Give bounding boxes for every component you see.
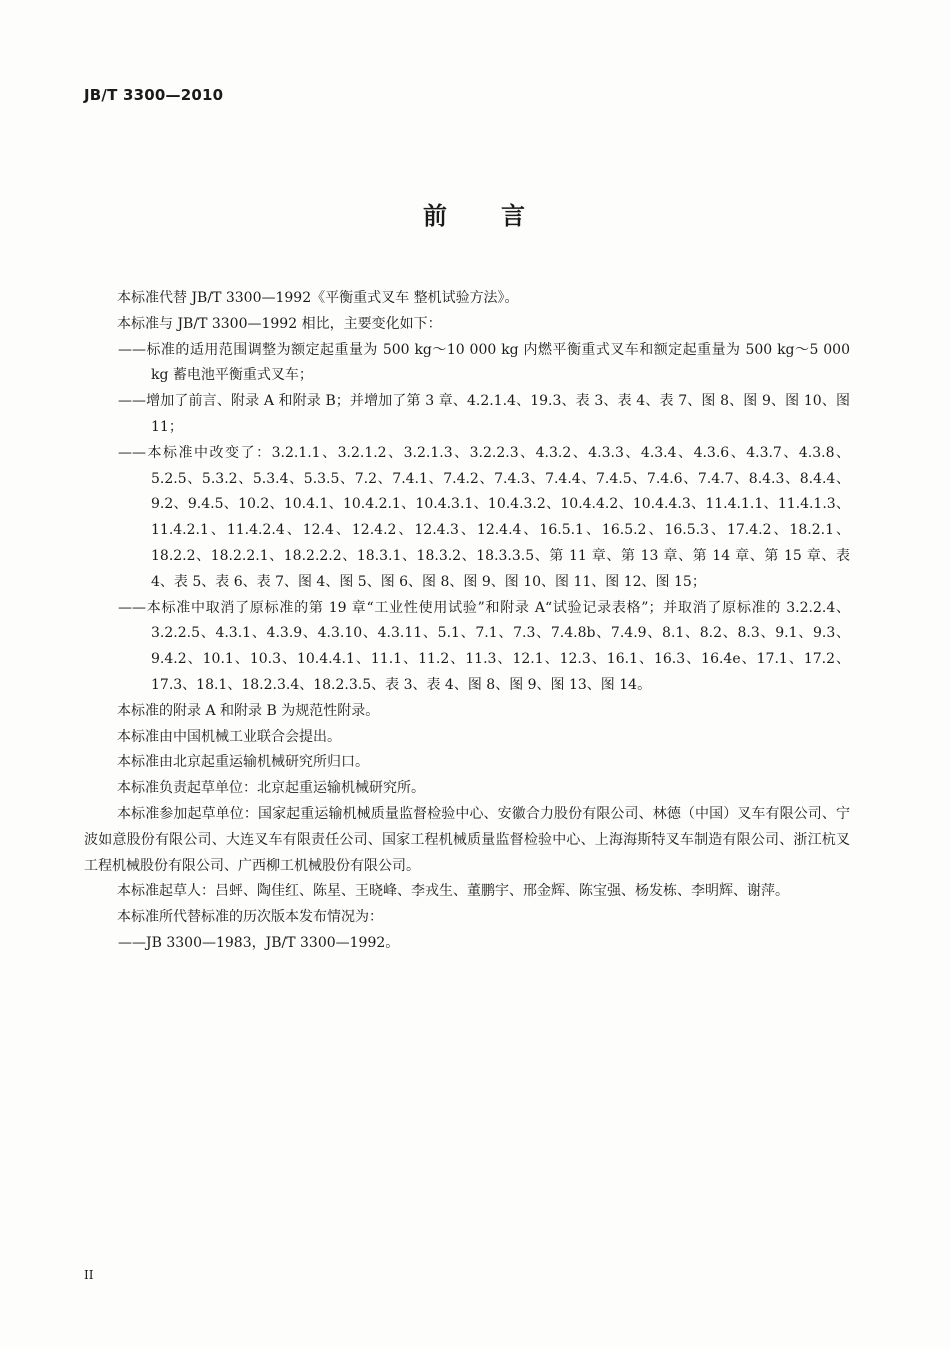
foreword-body (84, 286, 850, 957)
title-part-1: 前 (423, 202, 449, 230)
paragraph-under-jurisdiction: 本标准由北京起重运输机械研究所归口。 (117, 754, 369, 771)
standard-code: JB/T 3300—2010 (84, 86, 224, 104)
list-item-scope: ——标准的适用范围调整为额定起重量为 500 kg～10 000 kg 内燃平衡重式叉车和额定起重量为 500 kg～5 000 kg 蓄电池平衡重式叉车； (118, 341, 850, 384)
page-title (0, 196, 950, 231)
paragraph-changes-intro: 本标准与 JB/T 3300—1992 相比，主要变化如下： (117, 315, 442, 332)
list-item-history: ——JB 3300—1983，JB/T 3300—1992。 (118, 934, 400, 951)
paragraph-drafters: 本标准起草人：吕蚲、陶佳红、陈星、王晓峰、李戎生、董鹏宇、邢金辉、陈宝强、杨发栋、李明辉、谢萍。 (117, 883, 789, 900)
paragraph-main-drafter: 本标准负责起草单位：北京起重运输机械研究所。 (117, 780, 425, 797)
title-part-2: 言 (501, 202, 527, 230)
paragraph-proposed-by: 本标准由中国机械工业联合会提出。 (117, 728, 341, 745)
paragraph-history-intro: 本标准所代替标准的历次版本发布情况为： (117, 909, 383, 926)
list-item-changed: ——本标准中改变了：3.2.1.1、3.2.1.2、3.2.1.3、3.2.2.3、4.3.2、4.3.3、4.3.4、4.3.6、4.3.7、4.3.8、5.2.5、5.3.2、5.3.4、5.3.5、7.2、7.4.1、7.4.2、7.4.3、7.4.4、7.4.5、7.4.6、7.4.7、8.4.3、8.4.4、9.2、9.4.5、10.2、10.4.1、10.4.2.1、10.4.3.1、10.4.3.2、10.4.4.2、10.4.4.3、11.4.1.1、11.4.1.3、11.4.2.1、11.4.2.4、12.4、12.4.2、12.4.3、12.4.4、16.5.1、16.5.2、16.5.3、17.4.2、18.2.1、18.2.2、18.2.2.1、18.2.2.2、18.3.1、18.3.2、18.3.3.5、第 11 章、第 13 章、第 14 章、第 15 章、表 4、表 5、表 6、表 7、图 4、图 5、图 6、图 8、图 9、图 10、图 11、图 12、图 15； (118, 444, 850, 590)
list-item-added: ——增加了前言、附录 A 和附录 B；并增加了第 3 章、4.2.1.4、19.3、表 3、表 4、表 7、图 8、图 9、图 10、图 11； (118, 393, 850, 435)
paragraph-annex: 本标准的附录 A 和附录 B 为规范性附录。 (117, 702, 380, 719)
paragraph-participating-drafters: 本标准参加起草单位：国家起重运输机械质量监督检验中心、安徽合力股份有限公司、林德（中国）叉车有限公司、宁波如意股份有限公司、大连叉车有限责任公司、国家工程机械质量监督检验中心、上海海斯特叉车制造有限公司、浙江杭叉工程机械股份有限公司、广西柳工机械股份有限公司。 (84, 805, 850, 874)
paragraph-replaces: 本标准代替 JB/T 3300—1992《平衡重式叉车 整机试验方法》。 (117, 290, 519, 306)
list-item-removed: ——本标准中取消了原标准的第 19 章“工业性使用试验”和附录 A“试验记录表格”；并取消了原标准的 3.2.2.4、3.2.2.5、4.3.1、4.3.9、4.3.10、4.3.11、5.1、7.1、7.3、7.4.8b、7.4.9、8.1、8.2、8.3、9.1、9.3、9.4.2、10.1、10.3、10.4.4.1、11.1、11.2、11.3、12.1、12.3、16.1、16.3、16.4e、17.1、17.2、17.3、18.1、18.2.3.4、18.2.3.5、表 3、表 4、图 8、图 9、图 13、图 14。 (118, 599, 850, 693)
page-number: II (84, 1268, 94, 1282)
